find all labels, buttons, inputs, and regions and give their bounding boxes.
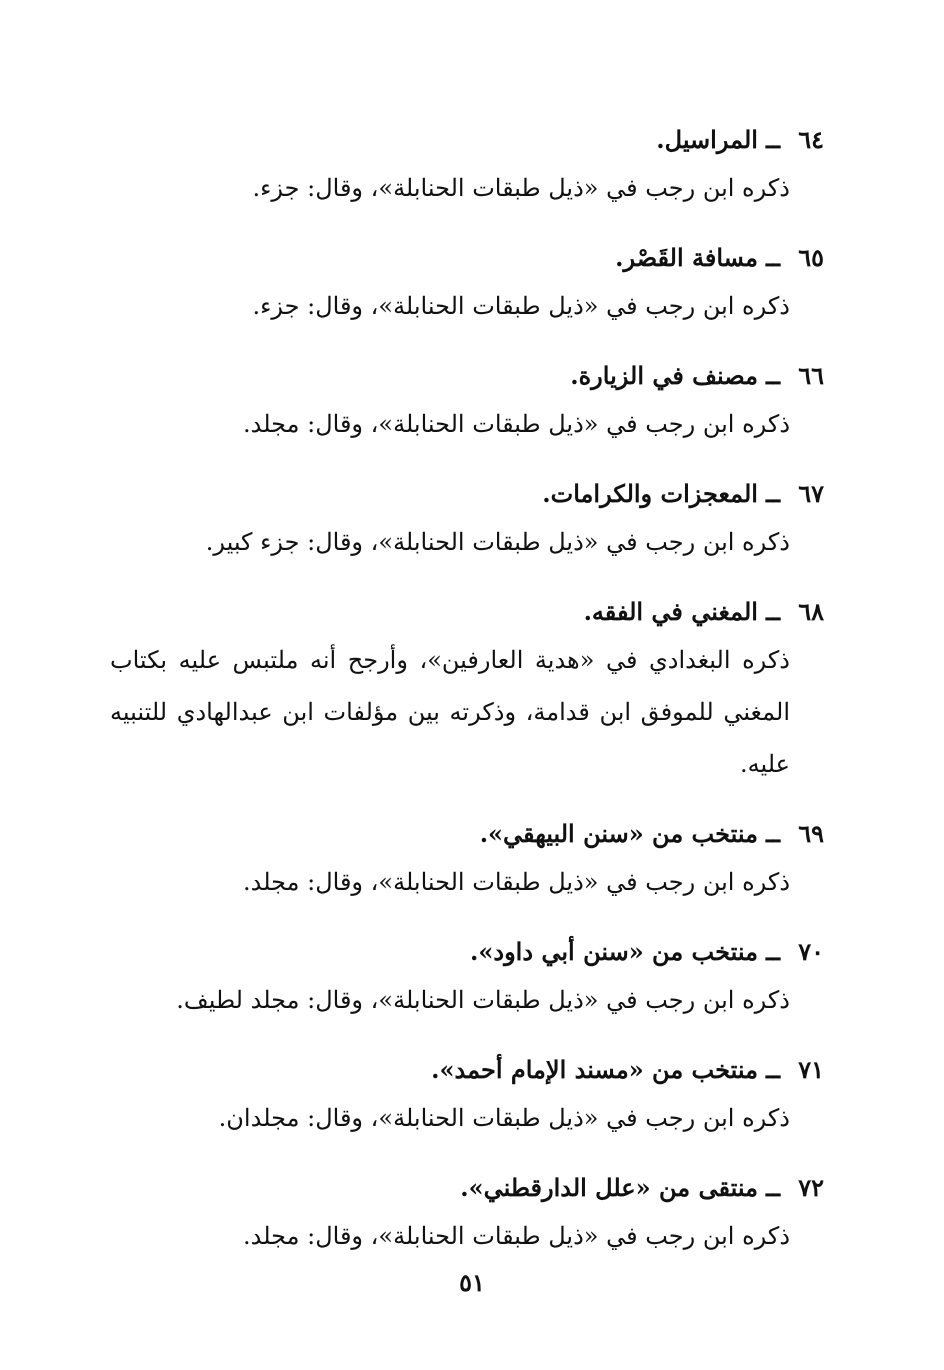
entry-dash: ــ xyxy=(765,819,780,848)
list-item xyxy=(110,590,824,790)
entry-heading xyxy=(110,812,824,856)
entry-description: ذكره ابن رجب في «ذيل طبقات الحنابلة»، وقال: جزء. xyxy=(252,174,790,202)
entry-title: المعجزات والكرامات. xyxy=(542,479,758,508)
entry-dash: ــ xyxy=(765,243,780,272)
list-item xyxy=(110,236,824,332)
entry-description: ذكره ابن رجب في «ذيل طبقات الحنابلة»، وقال: مجلد. xyxy=(242,868,790,896)
entry-description: ذكره ابن رجب في «ذيل طبقات الحنابلة»، وقال: مجلدان. xyxy=(218,1104,790,1132)
list-item xyxy=(110,472,824,568)
entry-number: ٦٧ xyxy=(798,479,824,508)
list-item xyxy=(110,930,824,1026)
entry-number: ٦٥ xyxy=(798,243,824,272)
entry-number: ٧٠ xyxy=(798,937,824,966)
entry-title: المراسيل. xyxy=(656,125,758,154)
list-item xyxy=(110,354,824,450)
entry-title: مسافة القَصْر. xyxy=(615,243,758,272)
entry-title: المغني في الفقه. xyxy=(583,597,758,626)
list-item xyxy=(110,812,824,908)
entry-heading xyxy=(110,1048,824,1092)
entry-dash: ــ xyxy=(765,479,780,508)
entry-title: منتقى من «علل الدارقطني». xyxy=(460,1173,758,1202)
entry-description: ذكره ابن رجب في «ذيل طبقات الحنابلة»، وقال: جزء كبير. xyxy=(205,528,790,556)
entry-title: منتخب من «سنن البيهقي». xyxy=(479,819,758,848)
entry-description: ذكره ابن رجب في «ذيل طبقات الحنابلة»، وقال: جزء. xyxy=(252,292,790,320)
entry-number: ٧٢ xyxy=(798,1173,824,1202)
entry-number: ٦٤ xyxy=(798,125,824,154)
entry-heading xyxy=(110,354,824,398)
entry-title: مصنف في الزيارة. xyxy=(570,361,758,390)
entry-heading xyxy=(110,118,824,162)
entry-dash: ــ xyxy=(765,597,780,626)
entry-number: ٦٩ xyxy=(798,819,824,848)
entry-description: ذكره البغدادي في «هدية العارفين»، وأرجح أنه ملتبس عليه بكتاب المغني للموفق ابن قدامة، وذكرته بين مؤلفات ابن عبدالهادي للتنبيه عليه. xyxy=(110,646,790,778)
list-item xyxy=(110,118,824,214)
entry-description: ذكره ابن رجب في «ذيل طبقات الحنابلة»، وقال: مجلد لطيف. xyxy=(176,986,790,1014)
page-number: ٥١ xyxy=(459,1268,485,1297)
entry-number: ٦٦ xyxy=(798,361,824,390)
entry-heading xyxy=(110,930,824,974)
entry-dash: ــ xyxy=(765,125,780,154)
entry-heading xyxy=(110,590,824,634)
entry-dash: ــ xyxy=(765,1055,780,1084)
entry-number: ٦٨ xyxy=(798,597,824,626)
entry-dash: ــ xyxy=(765,361,780,390)
entry-list xyxy=(110,118,824,1284)
entry-number: ٧١ xyxy=(798,1055,824,1084)
entry-heading xyxy=(110,1166,824,1210)
list-item xyxy=(110,1166,824,1262)
entry-title: منتخب من «مسند الإمام أحمد». xyxy=(431,1055,758,1084)
entry-description: ذكره ابن رجب في «ذيل طبقات الحنابلة»، وقال: مجلد. xyxy=(242,1222,790,1250)
entry-heading xyxy=(110,472,824,516)
list-item xyxy=(110,1048,824,1144)
entry-heading xyxy=(110,236,824,280)
entry-description: ذكره ابن رجب في «ذيل طبقات الحنابلة»، وقال: مجلد. xyxy=(242,410,790,438)
entry-title: منتخب من «سنن أبي داود». xyxy=(470,937,758,966)
entry-dash: ــ xyxy=(765,1173,780,1202)
entry-dash: ــ xyxy=(765,937,780,966)
